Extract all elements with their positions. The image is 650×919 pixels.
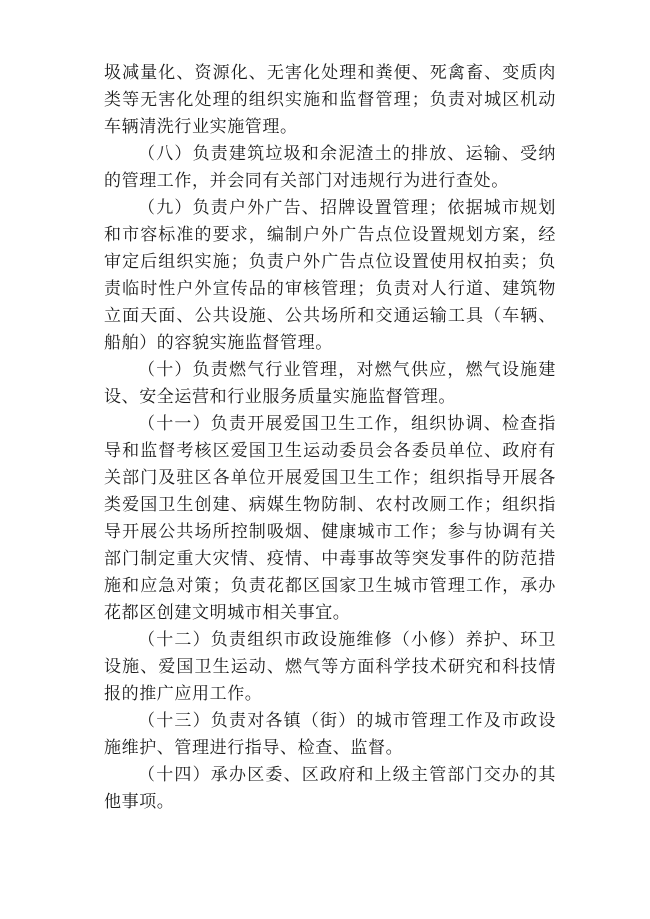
paragraph-item-8: （八）负责建筑垃圾和余泥渣土的排放、运输、受纳的管理工作，并会同有关部门对违规行为进行查处。 xyxy=(104,144,556,191)
paragraph-item-10: （十）负责燃气行业管理，对燃气供应，燃气设施建设、安全运营和行业服务质量实施监督管理。 xyxy=(104,360,556,407)
paragraph-continued: 圾减量化、资源化、无害化处理和粪便、死禽畜、变质肉类等无害化处理的组织实施和监督管理；负责对城区机动车辆清洗行业实施管理。 xyxy=(104,63,556,137)
document-body xyxy=(104,60,556,816)
paragraph-item-13: （十三）负责对各镇（街）的城市管理工作及市政设施维护、管理进行指导、检查、监督。 xyxy=(104,711,556,758)
paragraph-item-12: （十二）负责组织市政设施维修（小修）养护、环卫设施、爱国卫生运动、燃气等方面科学技术研究和科技情报的推广应用工作。 xyxy=(104,630,556,704)
paragraph-item-11: （十一）负责开展爱国卫生工作，组织协调、检查指导和监督考核区爱国卫生运动委员会各委员单位、政府有关部门及驻区各单位开展爱国卫生工作；组织指导开展各类爱国卫生创建、病媒生物防制、农村改厕工作；组织指导开展公共场所控制吸烟、健康城市工作；参与协调有关部门制定重大灾情、疫情、中毒事故等突发事件的防范措施和应急对策；负责花都区国家卫生城市管理工作，承办花都区创建文明城市相关事宜。 xyxy=(104,414,556,623)
paragraph-item-9: （九）负责户外广告、招牌设置管理；依据城市规划和市容标准的要求，编制户外广告点位设置规划方案，经审定后组织实施；负责户外广告点位设置使用权拍卖；负责临时性户外宣传品的审核管理；负责对人行道、建筑物立面天面、公共设施、公共场所和交通运输工具（车辆、船舶）的容貌实施监督管理。 xyxy=(104,198,556,353)
paragraph-item-14: （十四）承办区委、区政府和上级主管部门交办的其他事项。 xyxy=(104,765,556,812)
